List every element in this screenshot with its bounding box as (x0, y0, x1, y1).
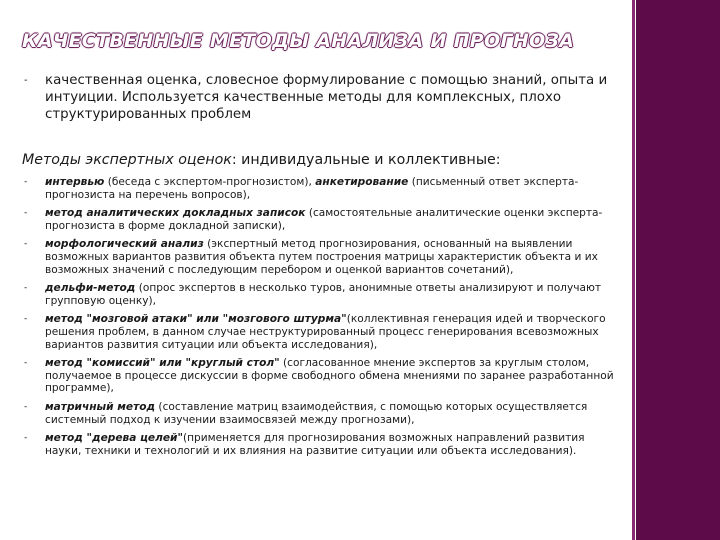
method-description: (применяется для прогнозирования возможных направлений развития науки, техники и технологий и их влияния на развитие ситуации или объекта исследования). (45, 432, 585, 457)
method-item-morphological (24, 238, 624, 276)
method-description: (составление матриц взаимодействия, с помощью которых осуществляется системный подход к изучении взаимосвязей между прогнозами), (45, 400, 588, 426)
section-heading (22, 151, 622, 169)
decorative-side-bar (632, 0, 720, 540)
slide-title: КАЧЕСТВЕННЫЕ МЕТОДЫ АНАЛИЗА И ПРОГНОЗА (22, 30, 575, 52)
bullet-dash: - (24, 433, 28, 444)
bullet-dash: - (24, 75, 28, 86)
method-term: метод "дерева целей" (45, 432, 183, 445)
method-term: метод "комиссий" или "круглый стол" (45, 357, 280, 370)
section-heading-emphasis: Методы экспертных оценок (22, 152, 232, 168)
section-heading-rest: : индивидуальные и коллективные: (231, 152, 501, 168)
method-item-delphi (24, 282, 624, 307)
method-term: метод "мозговой атаки" или "мозгового штурма" (45, 313, 347, 326)
bullet-dash: - (24, 314, 28, 325)
method-term: дельфи-метод (45, 282, 136, 295)
bullet-dash: - (24, 208, 28, 219)
method-item-interview (24, 176, 624, 201)
intro-paragraph (24, 72, 624, 123)
bullet-dash: - (24, 358, 28, 369)
method-description: (согласованное мнение экспертов за круглым столом, получаемое в процессе дискуссии в форме свободного обмена мнениями по заранее разработанной программе), (45, 357, 614, 395)
method-description: (беседа с экспертом-прогнозистом), (104, 176, 316, 188)
method-description: (письменный ответ эксперта-прогнозиста на перечень вопросов), (45, 176, 579, 201)
method-item-round-table (24, 357, 624, 395)
method-item-goal-tree (24, 432, 624, 457)
method-term: метод аналитических докладных записок (45, 207, 306, 220)
method-description: (самостоятельные аналитические оценки эксперта-прогнозиста в форме докладной записки), (45, 207, 603, 232)
bullet-dash: - (24, 177, 28, 187)
intro-text: качественная оценка, словесное формулирование с помощью знаний, опыта и интуиции. Используется качественные методы для комплексных, плохо структурированных проблем (45, 73, 608, 122)
bullet-dash: - (24, 239, 28, 250)
bullet-dash: - (24, 401, 28, 412)
method-description: (экспертный метод прогнозирования, основанный на выявлении возможных вариантов развития объекта путем построения матрицы характеристик объекта и их возможных значений с последующим перебором и оценкой вариантов сочетаний), (45, 238, 598, 276)
method-term: матричный метод (45, 400, 156, 413)
bullet-dash: - (24, 283, 28, 294)
side-bar-stripe (632, 0, 644, 540)
methods-list (24, 176, 624, 463)
method-term: морфологический анализ (45, 238, 204, 251)
method-item-analytic-notes (24, 207, 624, 232)
method-item-brainstorm (24, 313, 624, 351)
method-term: анкетирование (315, 176, 409, 188)
method-item-matrix (24, 401, 624, 426)
method-description: (опрос экспертов в несколько туров, анонимные ответы анализируют и получают групповую оценку), (45, 282, 602, 307)
method-term: интервью (45, 176, 105, 188)
method-description: (коллективная генерация идей и творческого решения проблем, в данном случае неструктурированный процесс генерирования всевозможных вариантов развития ситуации или объекта исследования), (45, 313, 606, 351)
